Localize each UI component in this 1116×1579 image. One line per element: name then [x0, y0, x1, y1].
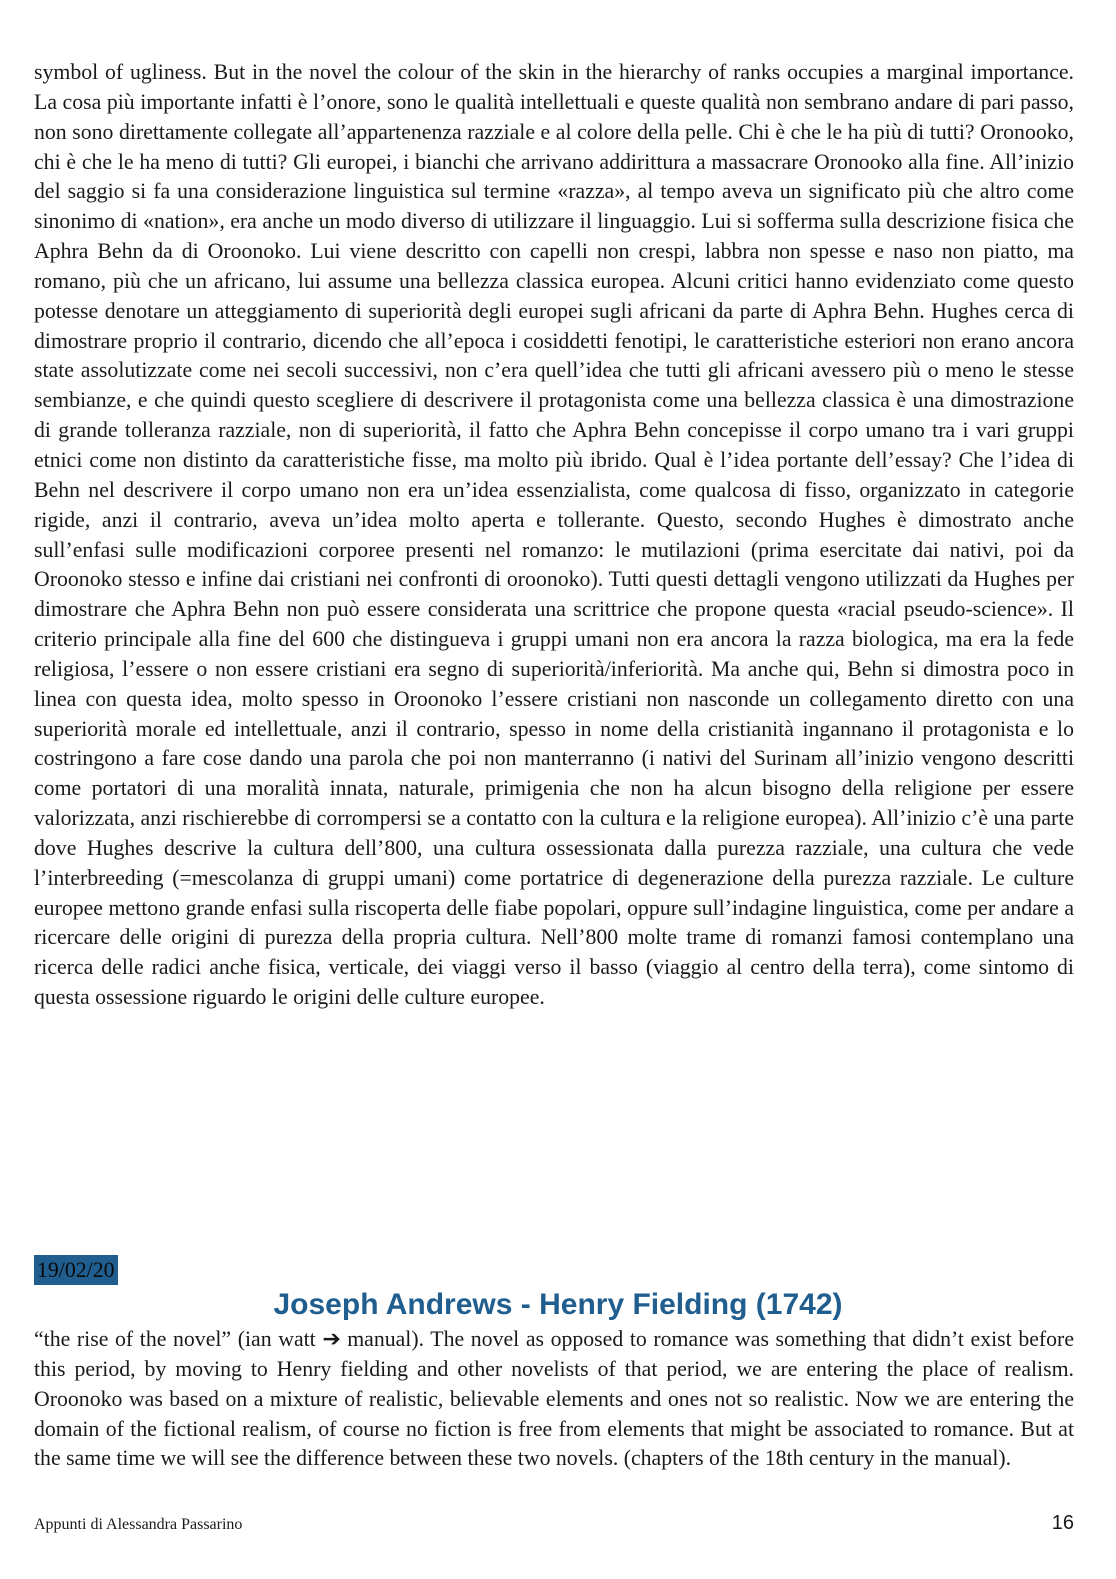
body-paragraph-2: “the rise of the novel” (ian watt ➔ manual). The novel as opposed to romance was something that didn’t exist before this period, by moving to Henry fielding and other novelists of that period, we are entering the place of realism. Oroonoko was based on a mixture of realistic, believable elements and ones not so realistic. Now we are entering the domain of the fictional realism, of course no fiction is free from elements that might be associated to romance. But at the same time we will see the difference between these two novels. (chapters of the 18th century in the manual). [34, 1327, 1074, 1471]
date-highlight: 19/02/20 [34, 1255, 118, 1285]
section-title: Joseph Andrews - Henry Fielding (1742) [273, 1288, 843, 1321]
body-paragraph-1: symbol of ugliness. But in the novel the colour of the skin in the hierarchy of ranks occupies a marginal importance. La cosa più importante infatti è l’onore, sono le qualità intellettuali e queste qualità non sembrano andare di pari passo, non sono direttamente collegate all’appartenenza razziale e al colore della pelle. Chi è che le ha più di tutti? Oronooko, chi è che le ha meno di tutti? Gli europei, i bianchi che arrivano addirittura a massacrare Oronooko alla fine. All’inizio del saggio si fa una considerazione linguistica sul termine «razza», al tempo aveva un significato più che altro come sinonimo di «nation», era anche un modo diverso di utilizzare il linguaggio. Lui si sofferma sulla descrizione fisica che Aphra Behn da di Oroonoko. Lui viene descritto con capelli non crespi, labbra non spesse e naso non piatto, ma romano, più che un africano, lui assume una bellezza classica europea. Alcuni critici hanno evidenziato come questo potesse denotare un atteggiamento di superiorità degli europei sugli africani da parte di Aphra Behn. Hughes cerca di dimostrare proprio il contrario, dicendo che all’epoca i cosiddetti fenotipi, le caratteristiche esteriori non erano ancora state assolutizzate come nei secoli successivi, non c’era quell’idea che tutti gli africani avessero più o meno le stesse sembianze, e che quindi questo scegliere di descrivere il protagonista come una bellezza classica è una dimostrazione di grande tolleranza razziale, non di superiorità, il fatto che Aphra Behn concepisse il corpo umano tra i vari gruppi etnici come non distinto da caratteristiche fisse, ma molto più ibrido. Qual è l’idea portante dell’essay? Che l’idea di Behn nel descrivere il corpo umano non era un’idea essenzialista, come qualcosa di fisso, organizzato in categorie rigide, anzi il contrario, aveva un’idea molto aperta e tollerante. Questo, secondo Hughes è dimostrato anche sull’enfasi sulle modificazioni corporee presenti nel romanzo: le mutilazioni (prima esercitate dai nativi, poi da Oroonoko stesso e infine dai cristiani nei confronti di oroonoko). Tutti questi dettagli vengono utilizzati da Hughes per dimostrare che Aphra Behn non può essere considerata una scrittrice che propone questa «racial pseudo-science». Il criterio principale alla fine del 600 che distingueva i gruppi umani non era ancora la razza biologica, ma era la fede religiosa, l’essere o non essere cristiani era segno di superiorità/inferiorità. Ma anche qui, Behn si dimostra poco in linea con questa idea, molto spesso in Oroonoko l’essere cristiani non nasconde un collegamento diretto con una superiorità morale ed intellettuale, anzi il contrario, spesso in nome della cristianità ingannano il protagonista e lo costringono a fare cose dando una parola che poi non manterranno (i nativi del Surinam all’inizio vengono descritti come portatori di una moralità innata, naturale, primigenia che non ha alcun bisogno della religione per essere valorizzata, anzi rischierebbe di corrompersi se a contatto con la cultura e la religione europea). All’inizio c’è una parte dove Hughes descrive la cultura dell’800, una cultura ossessionata dalla purezza razziale, una cultura che vede l’interbreeding (=mescolanza di gruppi umani) come portatrice di degenerazione della purezza razziale. Le culture europee mettono grande enfasi sulla riscoperta delle fiabe popolari, oppure sull’indagine linguistica, come per andare a ricercare delle origini di purezza della propria cultura. Nell’800 molte trame di romanzi famosi contemplano una ricerca delle radici anche fisica, verticale, dei viaggi verso il basso (viaggio al centro della terra), come sintomo di questa ossessione riguardo le origini delle culture europee. [34, 60, 1074, 1010]
footer-author: Appunti di Alessandra Passarino [34, 1516, 243, 1533]
page-number: 16 [1051, 1512, 1074, 1534]
